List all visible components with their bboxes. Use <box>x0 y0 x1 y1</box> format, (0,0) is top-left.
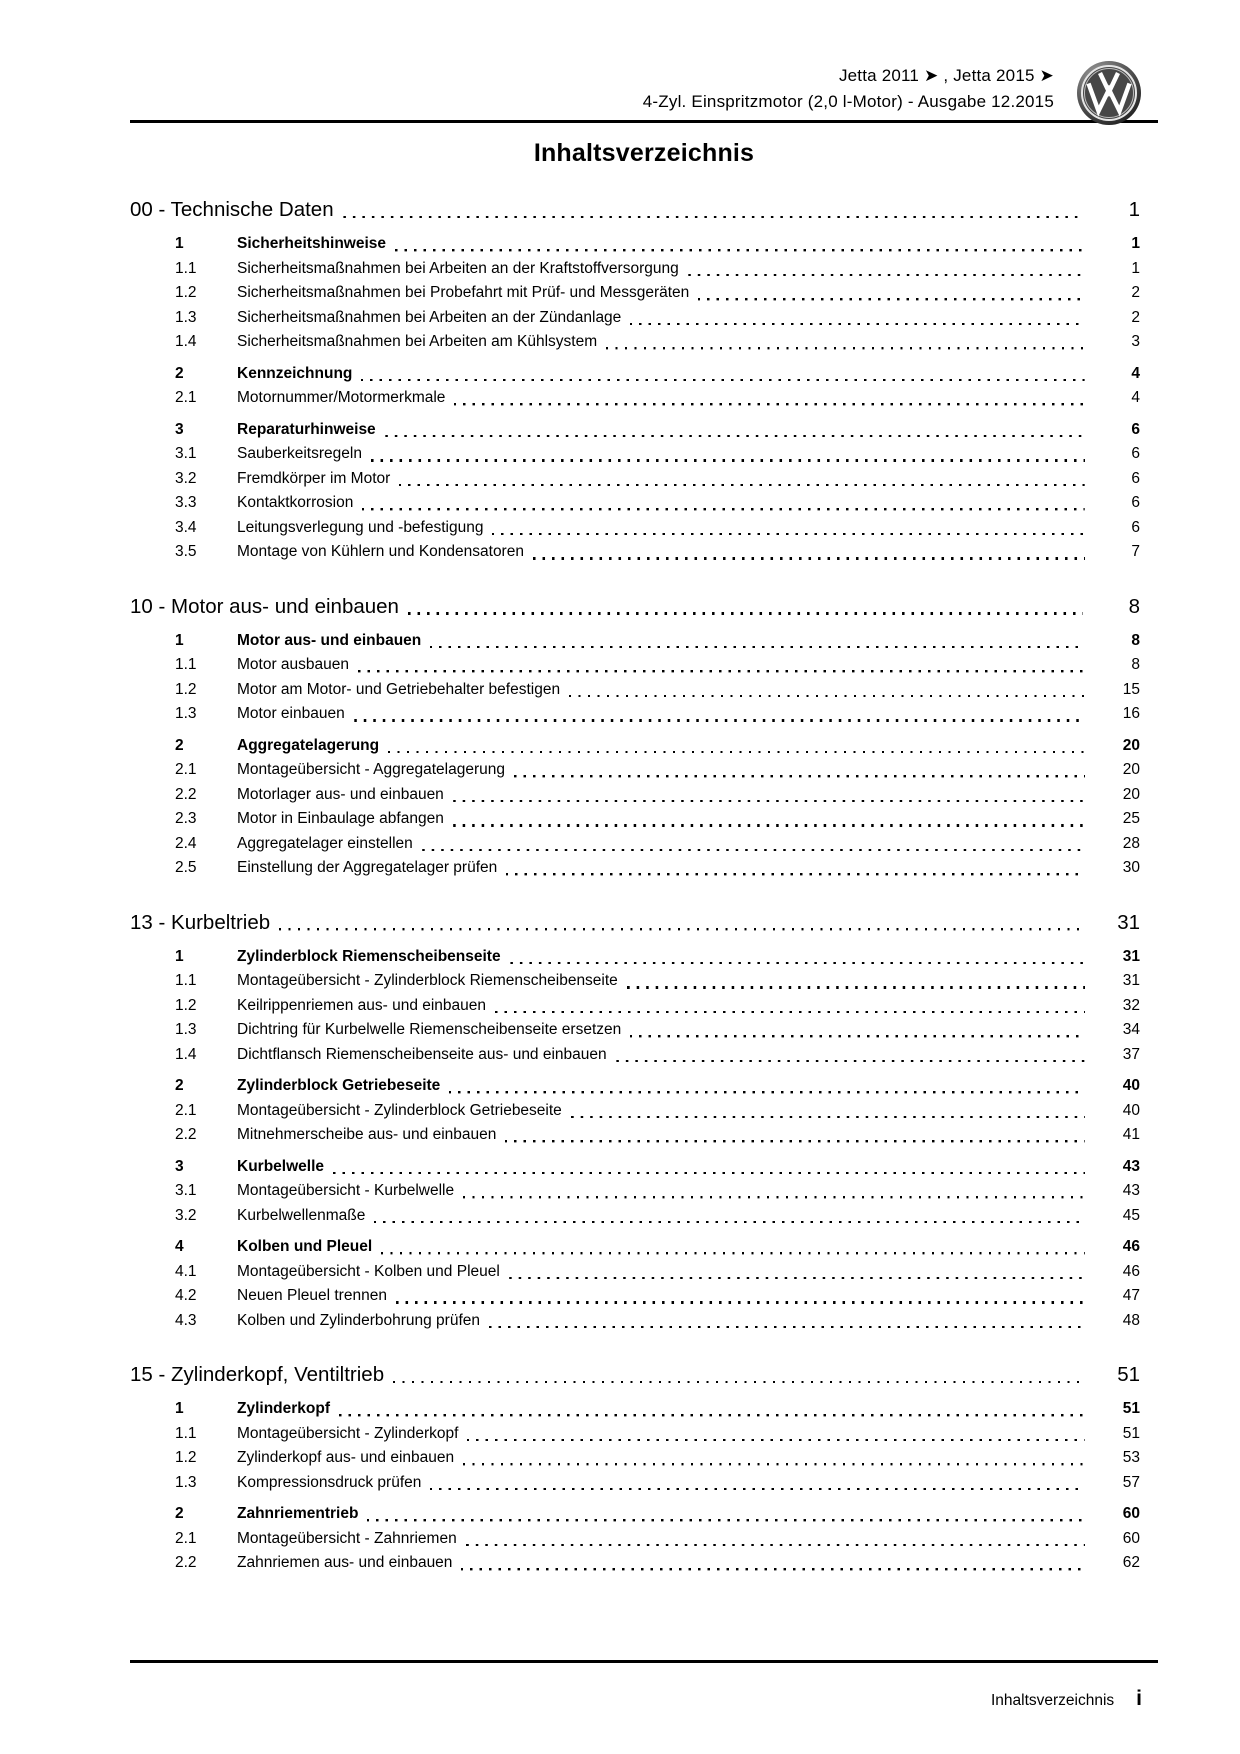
toc-entry-number: 2 <box>175 1077 184 1094</box>
dot-leader <box>333 1172 1085 1174</box>
toc-entry[interactable] <box>130 969 1158 994</box>
toc-entry-title: Fremdkörper im Motor <box>237 469 391 487</box>
dot-leader <box>467 1439 1085 1441</box>
toc-section <box>130 1360 1158 1576</box>
toc-entry-page-number: 8 <box>1131 631 1140 649</box>
toc-entry-page-number: 37 <box>1122 1045 1140 1063</box>
toc-entry-title: Motor einbauen <box>237 705 345 722</box>
toc-entry[interactable] <box>130 1284 1158 1309</box>
toc-entry-page-number: 31 <box>1122 972 1140 989</box>
toc-entry-page-number: 46 <box>1122 1262 1140 1280</box>
dot-leader <box>571 1116 1085 1118</box>
toc-entry-title: Zahnriementrieb <box>237 1505 359 1522</box>
toc-entry-number: 1.2 <box>175 284 197 301</box>
toc-entry[interactable] <box>130 257 1158 282</box>
toc-entry-number: 1.1 <box>175 1424 197 1442</box>
toc-entry[interactable] <box>130 1235 1158 1260</box>
toc-section-title: 15 - Zylinderkopf, Ventiltrieb <box>130 1363 385 1386</box>
dot-leader <box>630 323 1085 325</box>
dot-leader <box>569 695 1085 697</box>
dot-leader <box>506 873 1085 875</box>
dot-leader <box>454 403 1085 405</box>
toc-entry-title: Montageübersicht - Kurbelwelle <box>237 1182 455 1199</box>
footer-row <box>130 1687 1158 1711</box>
toc-entry-title: Reparaturhinweise <box>237 420 376 438</box>
dot-leader <box>358 670 1085 672</box>
toc-entry-number: 1.1 <box>175 972 197 989</box>
toc-entry[interactable] <box>130 856 1158 881</box>
dot-leader <box>698 298 1085 300</box>
toc-entry-page-number: 6 <box>1131 469 1140 487</box>
toc-entry-page-number: 4 <box>1131 364 1140 382</box>
toc-entry-title: Montage von Kühlern und Kondensatoren <box>237 543 524 560</box>
toc-entry[interactable] <box>130 1123 1158 1148</box>
toc-entry-page-number: 57 <box>1122 1473 1140 1491</box>
toc-entry-page-number: 20 <box>1122 736 1140 754</box>
dot-leader <box>627 986 1085 988</box>
toc-entry[interactable] <box>130 758 1158 783</box>
toc-entry-page-number: 30 <box>1122 859 1140 876</box>
toc-entry[interactable] <box>130 306 1158 331</box>
toc-entry[interactable] <box>130 232 1158 257</box>
vw-logo-icon <box>1076 60 1142 126</box>
toc-entry-title: Motornummer/Motormerkmale <box>237 389 446 406</box>
header-rule <box>130 120 1158 123</box>
toc-entry-title: Montageübersicht - Zylinderblock Riemenscheibenseite <box>237 972 618 989</box>
toc-entry[interactable] <box>130 1527 1158 1552</box>
toc-entry[interactable] <box>130 1155 1158 1180</box>
toc-entry-number: 1.3 <box>175 1473 197 1491</box>
toc-entry[interactable] <box>130 1551 1158 1576</box>
toc-entry-page-number: 8 <box>1131 656 1140 673</box>
toc-entry-number: 2.2 <box>175 1554 197 1571</box>
toc-entry-title: Sicherheitsmaßnahmen bei Arbeiten an der Zündanlage <box>237 308 622 326</box>
toc-entry-title: Kurbelwelle <box>237 1157 324 1175</box>
toc-entry-number: 2 <box>175 1505 184 1522</box>
toc-entry[interactable] <box>130 702 1158 727</box>
dot-leader <box>371 459 1085 461</box>
toc-entry-page-number: 43 <box>1122 1157 1140 1175</box>
dot-leader <box>395 249 1085 251</box>
toc-section-heading[interactable] <box>130 1360 1158 1390</box>
toc-entry-number: 2.1 <box>175 389 197 406</box>
header-model-line: Jetta 2011 ➤ , Jetta 2015 ➤ <box>838 66 1054 85</box>
toc-entry-number: 1 <box>175 631 184 649</box>
toc-entry-page-number: 15 <box>1122 680 1140 698</box>
footer-label: Inhaltsverzeichnis <box>990 1692 1115 1709</box>
toc-section-page-number: 51 <box>1117 1363 1140 1386</box>
toc-section-page-number: 1 <box>1128 198 1140 221</box>
dot-leader <box>630 1035 1085 1037</box>
dot-leader <box>510 962 1085 964</box>
toc-entry-number: 2 <box>175 736 184 754</box>
dot-leader <box>449 1091 1085 1093</box>
dot-leader <box>374 1221 1085 1223</box>
toc-entry-number: 3.2 <box>175 1206 197 1224</box>
toc-entry-title: Sicherheitsmaßnahmen bei Arbeiten am Kühlsystem <box>237 333 598 350</box>
footer-rule <box>130 1660 1158 1663</box>
toc-section-items <box>130 1397 1158 1576</box>
toc-entry[interactable] <box>130 1260 1158 1285</box>
toc-entry[interactable] <box>130 418 1158 443</box>
dot-leader <box>606 347 1085 349</box>
dot-leader <box>492 533 1085 535</box>
toc-entry-page-number: 62 <box>1122 1554 1140 1571</box>
toc-section-page-number: 31 <box>1117 910 1140 934</box>
toc-entry-number: 2.1 <box>175 761 197 778</box>
dot-leader <box>422 849 1085 851</box>
toc-entry[interactable] <box>130 1471 1158 1496</box>
toc-entry-title: Aggregatelager einstellen <box>237 834 413 852</box>
toc-entry-title: Dichtflansch Riemenscheibenseite aus- und einbauen <box>237 1045 607 1063</box>
dot-leader <box>514 775 1085 777</box>
toc-entry-page-number: 6 <box>1131 494 1140 511</box>
dot-leader <box>495 1011 1085 1013</box>
toc-entry-number: 2.5 <box>175 859 197 876</box>
toc-entry-page-number: 20 <box>1122 761 1140 778</box>
dot-leader <box>362 508 1085 510</box>
toc-entry[interactable] <box>130 1074 1158 1099</box>
toc-entry-number: 3.1 <box>175 445 197 462</box>
toc-entry-page-number: 45 <box>1122 1206 1140 1224</box>
toc-entry-title: Motor in Einbaulage abfangen <box>237 810 444 827</box>
toc-entry[interactable] <box>130 629 1158 654</box>
toc-entry-page-number: 1 <box>1131 259 1140 277</box>
toc-entry-page-number: 34 <box>1122 1021 1140 1038</box>
toc-entry-page-number: 3 <box>1131 333 1140 350</box>
toc-entry-title: Kolben und Pleuel <box>237 1238 373 1255</box>
toc-section-page-number: 8 <box>1128 594 1140 618</box>
toc-entry-number: 4 <box>175 1238 184 1255</box>
toc-entry-title: Motor ausbauen <box>237 656 350 673</box>
toc-entry-page-number: 1 <box>1131 235 1140 252</box>
toc-entry-number: 1.4 <box>175 333 197 350</box>
toc-section-title: 10 - Motor aus- und einbauen <box>130 594 399 618</box>
toc-entry-number: 4.3 <box>175 1311 197 1329</box>
toc-entry-page-number: 43 <box>1122 1182 1140 1199</box>
toc-entry[interactable] <box>130 281 1158 306</box>
toc-entry-page-number: 53 <box>1122 1449 1140 1466</box>
toc-section-title: 00 - Technische Daten <box>130 198 334 221</box>
toc-entry-title: Keilrippenriemen aus- und einbauen <box>237 996 487 1014</box>
toc-entry-title: Kennzeichnung <box>237 364 353 382</box>
toc-entry-page-number: 28 <box>1122 834 1140 852</box>
toc-entry-page-number: 60 <box>1122 1529 1140 1547</box>
dot-leader <box>396 1301 1085 1303</box>
toc-entry-page-number: 25 <box>1122 810 1140 827</box>
toc-entry-title: Kontaktkorrosion <box>237 494 354 511</box>
toc-section-items <box>130 232 1158 565</box>
toc-entry-page-number: 31 <box>1122 947 1140 965</box>
toc-entry-title: Dichtring für Kurbelwelle Riemenscheibenseite ersetzen <box>237 1021 622 1038</box>
toc-entry-number: 1 <box>175 1400 184 1417</box>
toc-entry-number: 1.2 <box>175 1449 197 1466</box>
toc-entry[interactable] <box>130 540 1158 565</box>
dot-leader <box>466 1544 1085 1546</box>
dot-leader <box>430 646 1085 648</box>
toc-entry-page-number: 41 <box>1122 1126 1140 1143</box>
dot-leader <box>408 612 1083 614</box>
toc-entry[interactable] <box>130 1309 1158 1334</box>
toc-entry-number: 2.1 <box>175 1529 197 1547</box>
dot-leader <box>381 1252 1085 1254</box>
dot-leader <box>461 1568 1085 1570</box>
toc-entry-number: 2.1 <box>175 1101 197 1119</box>
toc-entry[interactable] <box>130 386 1158 411</box>
dot-leader <box>509 1277 1085 1279</box>
header <box>130 0 1158 118</box>
dot-leader <box>463 1463 1085 1465</box>
toc-entry[interactable] <box>130 807 1158 832</box>
footer-page-number: i <box>1136 1687 1142 1710</box>
toc-section <box>130 195 1158 565</box>
dot-leader <box>399 484 1085 486</box>
toc-entry-page-number: 6 <box>1131 420 1140 438</box>
toc-entry[interactable] <box>130 1397 1158 1422</box>
toc-entry-title: Mitnehmerscheibe aus- und einbauen <box>237 1126 497 1143</box>
toc-entry[interactable] <box>130 994 1158 1019</box>
toc-entry-page-number: 51 <box>1122 1400 1140 1417</box>
dot-leader <box>279 928 1083 930</box>
dot-leader <box>388 751 1085 753</box>
toc-entry-title: Aggregatelagerung <box>237 736 380 754</box>
toc-entry-number: 1.1 <box>175 259 197 277</box>
dot-leader <box>361 379 1085 381</box>
toc <box>130 195 1158 1576</box>
toc-entry[interactable] <box>130 1422 1158 1447</box>
toc-section-heading[interactable] <box>130 592 1158 622</box>
toc-entry[interactable] <box>130 945 1158 970</box>
toc-entry[interactable] <box>130 1204 1158 1229</box>
toc-entry-number: 1.2 <box>175 680 197 698</box>
dot-leader <box>489 1326 1085 1328</box>
toc-entry-number: 2.2 <box>175 1126 197 1143</box>
toc-entry-title: Motorlager aus- und einbauen <box>237 785 444 803</box>
toc-entry-page-number: 2 <box>1131 284 1140 301</box>
toc-entry-title: Kolben und Zylinderbohrung prüfen <box>237 1311 481 1329</box>
dot-leader <box>616 1060 1085 1062</box>
toc-entry-title: Zylinderkopf aus- und einbauen <box>237 1449 455 1466</box>
toc-entry-page-number: 2 <box>1131 308 1140 326</box>
dot-leader <box>533 557 1085 559</box>
toc-entry-number: 3.3 <box>175 494 197 511</box>
toc-entry-title: Zylinderkopf <box>237 1400 331 1417</box>
toc-entry-number: 3.4 <box>175 518 197 536</box>
dot-leader <box>453 824 1085 826</box>
toc-entry-number: 3.1 <box>175 1182 197 1199</box>
header-edition-line: 4-Zyl. Einspritzmotor (2,0 l-Motor) - Ausgabe 12.2015 <box>642 92 1054 111</box>
toc-entry[interactable] <box>130 1179 1158 1204</box>
dot-leader <box>339 1414 1085 1416</box>
toc-section-heading[interactable] <box>130 195 1158 225</box>
toc-entry-page-number: 46 <box>1122 1238 1140 1255</box>
dot-leader <box>343 216 1083 218</box>
toc-entry-page-number: 7 <box>1131 543 1140 560</box>
toc-entry[interactable] <box>130 467 1158 492</box>
toc-entry-page-number: 4 <box>1131 389 1140 406</box>
toc-entry-page-number: 32 <box>1122 996 1140 1014</box>
toc-entry-title: Sicherheitsmaßnahmen bei Probefahrt mit Prüf- und Messgeräten <box>237 284 690 301</box>
toc-entry-title: Zahnriemen aus- und einbauen <box>237 1554 453 1571</box>
dot-leader <box>453 800 1085 802</box>
toc-entry-title: Einstellung der Aggregatelager prüfen <box>237 859 498 876</box>
toc-entry-number: 2 <box>175 364 184 382</box>
toc-section-items <box>130 945 1158 1334</box>
toc-section-title: 13 - Kurbeltrieb <box>130 910 271 934</box>
toc-entry-number: 3 <box>175 1157 184 1175</box>
toc-entry[interactable] <box>130 1502 1158 1527</box>
toc-entry[interactable] <box>130 1043 1158 1068</box>
toc-entry-page-number: 47 <box>1122 1287 1140 1304</box>
dot-leader <box>393 1381 1083 1383</box>
toc-entry-title: Sicherheitshinweise <box>237 235 387 252</box>
toc-entry[interactable] <box>130 330 1158 355</box>
toc-entry[interactable] <box>130 734 1158 759</box>
toc-entry-number: 1 <box>175 235 184 252</box>
dot-leader <box>385 435 1085 437</box>
toc-entry-title: Sauberkeitsregeln <box>237 445 362 462</box>
toc-entry-number: 4.1 <box>175 1262 197 1280</box>
header-text <box>643 63 1054 115</box>
toc-entry[interactable] <box>130 442 1158 467</box>
toc-entry-number: 1.3 <box>175 308 197 326</box>
toc-entry-page-number: 51 <box>1122 1424 1140 1442</box>
content-area <box>130 0 1158 1576</box>
toc-entry[interactable] <box>130 783 1158 808</box>
toc-entry-title: Zylinderblock Getriebeseite <box>237 1077 441 1094</box>
toc-entry[interactable] <box>130 1099 1158 1124</box>
dot-leader <box>463 1196 1085 1198</box>
toc-section <box>130 908 1158 1334</box>
toc-entry[interactable] <box>130 362 1158 387</box>
toc-section <box>130 592 1158 881</box>
toc-entry-title: Sicherheitsmaßnahmen bei Arbeiten an der Kraftstoffversorgung <box>237 259 679 277</box>
toc-entry-title: Montageübersicht - Zahnriemen <box>237 1529 457 1547</box>
toc-entry-number: 1 <box>175 947 184 965</box>
toc-entry-number: 3.2 <box>175 469 197 487</box>
toc-entry-page-number: 6 <box>1131 445 1140 462</box>
toc-entry-number: 1.4 <box>175 1045 197 1063</box>
toc-entry-title: Montageübersicht - Zylinderblock Getriebeseite <box>237 1101 562 1119</box>
toc-section-items <box>130 629 1158 881</box>
toc-entry-number: 1.3 <box>175 1021 197 1038</box>
toc-entry-title: Zylinderblock Riemenscheibenseite <box>237 947 501 965</box>
toc-entry[interactable] <box>130 491 1158 516</box>
toc-entry-number: 3.5 <box>175 543 197 560</box>
toc-entry-page-number: 60 <box>1122 1505 1140 1522</box>
footer <box>130 1660 1158 1711</box>
dot-leader <box>367 1519 1085 1521</box>
toc-entry-number: 1.1 <box>175 656 197 673</box>
toc-entry-page-number: 20 <box>1122 785 1140 803</box>
toc-entry-title: Neuen Pleuel trennen <box>237 1287 387 1304</box>
toc-entry-page-number: 40 <box>1122 1101 1140 1119</box>
dot-leader <box>688 274 1085 276</box>
toc-entry[interactable] <box>130 1446 1158 1471</box>
toc-entry-page-number: 16 <box>1122 705 1140 722</box>
toc-entry-number: 3 <box>175 420 184 438</box>
toc-entry[interactable] <box>130 516 1158 541</box>
dot-leader <box>505 1140 1085 1142</box>
toc-entry-title: Kompressionsdruck prüfen <box>237 1473 422 1491</box>
toc-entry[interactable] <box>130 832 1158 857</box>
toc-entry-number: 2.3 <box>175 810 197 827</box>
toc-entry-number: 2.2 <box>175 785 197 803</box>
toc-entry-title: Motor am Motor- und Getriebehalter befestigen <box>237 680 561 698</box>
toc-entry[interactable] <box>130 1018 1158 1043</box>
toc-entry-number: 1.3 <box>175 705 197 722</box>
toc-entry-title: Kurbelwellenmaße <box>237 1206 366 1224</box>
toc-entry-page-number: 6 <box>1131 518 1140 536</box>
toc-entry-number: 4.2 <box>175 1287 197 1304</box>
toc-entry-number: 2.4 <box>175 834 197 852</box>
toc-entry-title: Montageübersicht - Kolben und Pleuel <box>237 1262 500 1280</box>
toc-section-heading[interactable] <box>130 908 1158 938</box>
toc-entry-title: Leitungsverlegung und -befestigung <box>237 518 484 536</box>
toc-entry-title: Montageübersicht - Zylinderkopf <box>237 1424 459 1442</box>
toc-entry-title: Montageübersicht - Aggregatelagerung <box>237 761 505 778</box>
toc-entry-page-number: 48 <box>1122 1311 1140 1329</box>
toc-entry-page-number: 40 <box>1122 1077 1140 1094</box>
toc-entry-title: Motor aus- und einbauen <box>237 631 422 649</box>
page-title: Inhaltsverzeichnis <box>533 139 755 167</box>
toc-entry[interactable] <box>130 678 1158 703</box>
toc-entry[interactable] <box>130 653 1158 678</box>
dot-leader <box>354 719 1085 721</box>
toc-entry-number: 1.2 <box>175 996 197 1014</box>
dot-leader <box>430 1488 1085 1490</box>
